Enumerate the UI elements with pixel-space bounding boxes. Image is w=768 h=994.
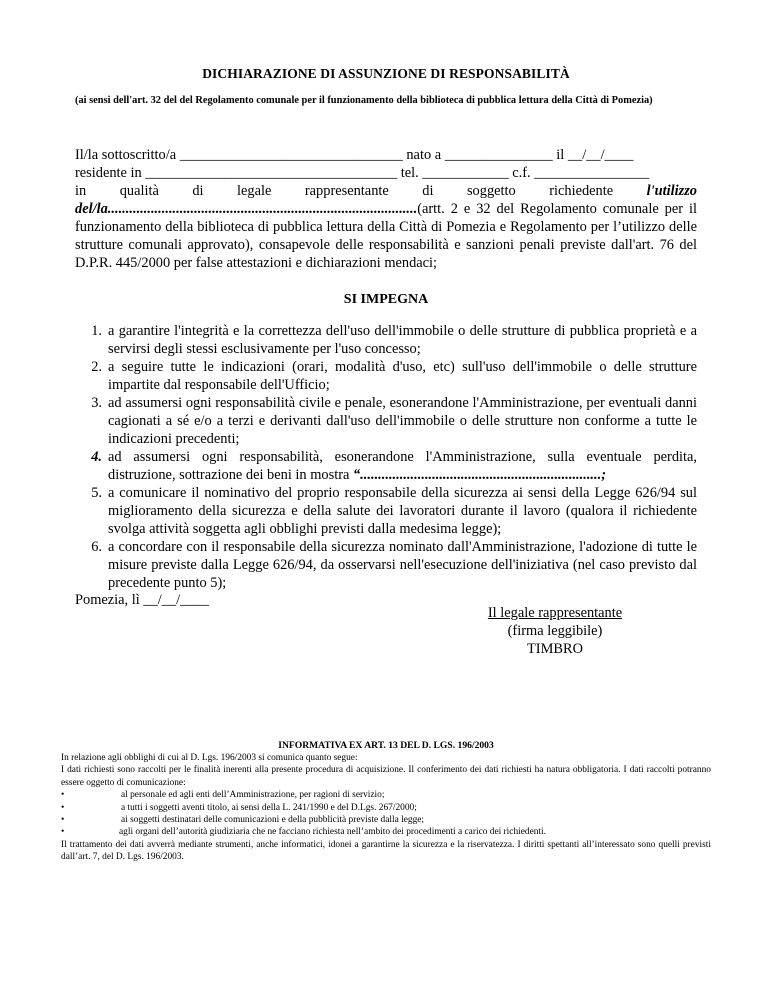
intro-line-name: Il/la sottoscritto/a _______________________________ nato a _______________ il __/__/____: [75, 147, 634, 163]
intro-line-residence: residente in ___________________________________ tel. ____________ c.f. ________________: [75, 165, 650, 181]
section-heading-impegna: SI IMPEGNA: [343, 292, 429, 307]
privacy-paragraph: In relazione agli obblighi di cui al D. Lgs. 196/2003 si comunica quanto segue:: [61, 753, 358, 763]
list-item: [75, 358, 697, 394]
document-subtitle: (ai sensi dell'art. 32 del del Regolamento comunale per il funzionamento della biblioteca di pubblica lettura della Città di Pomezia): [75, 95, 653, 106]
intro-word: richiedente: [549, 183, 614, 199]
list-item: [75, 322, 697, 358]
intro-line-quality: [75, 182, 697, 200]
item-number: 3.: [91, 395, 102, 411]
privacy-paragraph: Il trattamento dei dati avverrà mediante strumenti, anche informatici, idonei a garantirne la sicurezza e la riservatezza. I diritti spettanti all’interessato sono quelli previsti dall’art. 7, del D. Lgs. 196/2003.: [61, 839, 711, 863]
item-text: a seguire tutte le indicazioni (orari, modalità d'uso, etc) sull'uso dell'immobile o delle strutture impartite dal responsabile dell'Ufficio;: [108, 359, 697, 393]
signature-block: [475, 604, 635, 658]
commitments-list: [75, 322, 697, 592]
bullet-text: al personale ed agli enti dell’Amministrazione, per ragioni di servizio;: [121, 790, 385, 801]
privacy-bullet: [61, 789, 711, 801]
intro-body: [75, 200, 697, 272]
bullet-text: a tutti i soggetti aventi titolo, ai sensi della L. 241/1990 e del D.Lgs. 267/2000;: [121, 802, 417, 813]
intro-dots: ......................................................................................: [107, 201, 418, 217]
item-text: ad assumersi ogni responsabilità civile e penale, esonerandone l'Amministrazione, per eventuali danni cagionati a sé e/o a terzi e derivanti dall'uso dell'immobile o delle strutture non conforme a tutte le indicazioni precedenti;: [108, 395, 697, 447]
item-number: 6.: [91, 539, 102, 555]
list-item: [75, 538, 697, 592]
privacy-bullet: [61, 826, 711, 838]
privacy-title: INFORMATIVA EX ART. 13 DEL D. LGS. 196/2003: [278, 740, 494, 751]
intro-word: in: [75, 183, 87, 199]
intro-word: qualità: [119, 183, 159, 199]
privacy-bullet: [61, 814, 711, 826]
document-title: DICHIARAZIONE DI ASSUNZIONE DI RESPONSABILITÀ: [202, 66, 570, 81]
item-number: 5.: [91, 485, 102, 501]
intro-body-text: (artt. 2 e 32 del Regolamento comunale per il funzionamento della biblioteca di pubblica lettura della Città di Pomezia e Regolamento per l’utilizzo delle strutture comunali approvato), consapevole delle responsabilità e sanzioni penali previste dall'art. 76 del D.P.R. 445/2000 per false attestazioni e dichiarazioni mendaci;: [75, 201, 697, 271]
list-item: [75, 484, 697, 538]
item-dots: “...................................................................;: [352, 467, 607, 483]
item-number: 1.: [91, 323, 102, 339]
item-text: a concordare con il responsabile della sicurezza nominato dall'Amministrazione, l'adozione di tutte le misure previste dalla Legge 626/94, da osservarsi nell'esecuzione dell'iniziativa (nel caso previsto dal precedente punto 5);: [108, 539, 697, 591]
item-number: 4.: [91, 449, 102, 465]
bullet-icon: •: [61, 802, 65, 813]
list-item: [75, 394, 697, 448]
intro-word: legale: [237, 183, 272, 199]
privacy-notice: [61, 752, 711, 864]
item-text: ad assumersi ogni responsabilità, esonerandone l'Amministrazione, sulla eventuale perdita, distruzione, sottrazione dei beni in mostra: [108, 449, 697, 483]
bullet-icon: •: [61, 815, 65, 826]
intro-word: soggetto: [466, 183, 516, 199]
item-text: a garantire l'integrità e la correttezza dell'uso dell'immobile o delle strutture di pubblica proprietà e a servirsi degli stessi esclusivamente per l'uso concesso;: [108, 323, 697, 357]
intro-word: rappresentante: [304, 183, 389, 199]
date-place-line: Pomezia, lì __/__/____: [75, 592, 209, 608]
intro-word: di: [192, 183, 204, 199]
signature-title: Il legale rappresentante: [487, 605, 623, 621]
privacy-bullet: [61, 802, 711, 814]
intro-word: di: [422, 183, 434, 199]
stamp-label: TIMBRO: [527, 641, 583, 657]
item-number: 2.: [91, 359, 102, 375]
item-text: a comunicare il nominativo del proprio responsabile della sicurezza ai sensi della Legge 626/94 sul miglioramento della sicurezza e della salute dei lavoratori durante il lavoro (qualora il richiedente svolga attività soggetta agli obblighi previsti dalla medesima legge);: [108, 485, 697, 537]
intro-word-bold: l'utilizzo: [646, 183, 697, 199]
bullet-text: agli organi dell’autorità giudiziaria che ne facciano richiesta nell’ambito dei procedimenti a carico dei richiedenti.: [119, 827, 546, 838]
privacy-paragraph: I dati richiesti sono raccolti per le finalità inerenti alla presente procedura di acquisizione. Il conferimento dei dati richiesti ha natura obbligatoria. I dati raccolti potranno essere oggetto di comunicazione:: [61, 765, 711, 788]
signature-note: (firma leggibile): [507, 623, 603, 639]
intro-bold-del: del/la: [75, 201, 108, 217]
bullet-text: ai soggetti destinatari delle comunicazioni e della pubblicità previste dalla legge;: [121, 815, 425, 826]
bullet-icon: •: [61, 827, 65, 838]
bullet-icon: •: [61, 790, 65, 801]
list-item: [75, 448, 697, 484]
declaration-intro: [75, 146, 697, 272]
